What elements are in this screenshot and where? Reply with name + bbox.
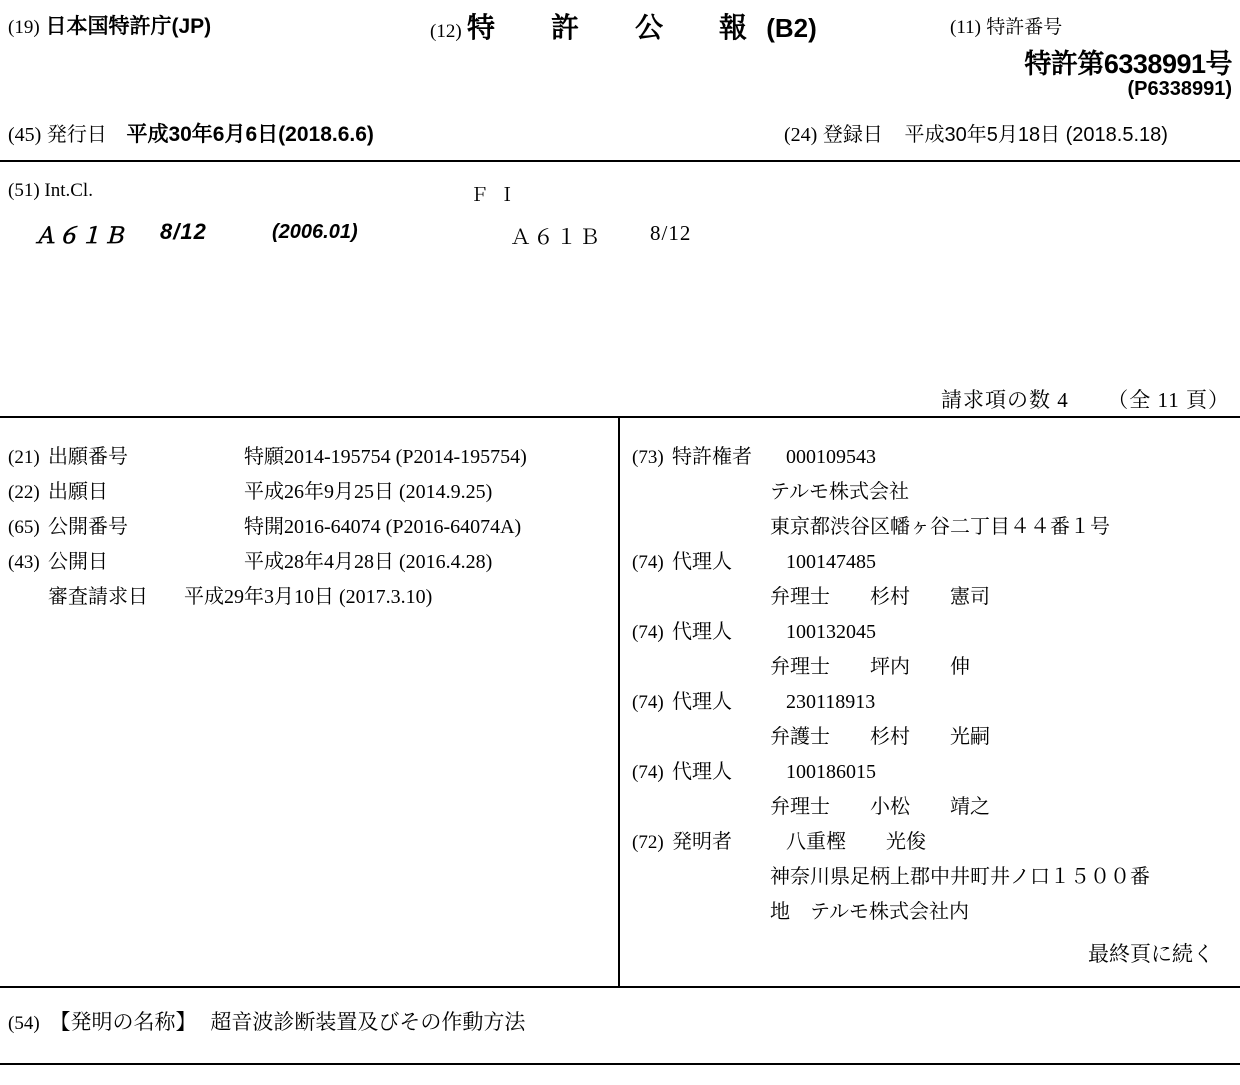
patent-number: 特許第6338991号 — [1024, 49, 1232, 79]
agent-name: 弁理士 坪内 伸 — [770, 656, 970, 678]
field-value: 平成29年3月10日 (2017.3.10) — [184, 586, 433, 608]
ipc-label-row — [8, 180, 93, 202]
field-code: (73) — [632, 447, 664, 468]
fi-main-class: Ａ６１Ｂ — [510, 225, 602, 249]
bibliographic-left-column — [8, 440, 608, 615]
title-label: 【発明の名称】 — [49, 1011, 197, 1034]
bib-row — [8, 475, 608, 504]
bib-row — [8, 545, 608, 574]
field-code: (74) — [632, 552, 664, 573]
inventor-address-line-1: 神奈川県足柄上郡中井町井ノ口１５００番 — [770, 866, 1150, 888]
bib-subline — [632, 475, 1232, 504]
page-count: （全 11 頁） — [1107, 388, 1230, 412]
field-code: (74) — [632, 762, 664, 783]
bib-subline — [632, 720, 1232, 749]
issue-date-code: (45) — [8, 124, 42, 146]
title-value: 超音波診断装置及びその作動方法 — [210, 1011, 526, 1034]
continuation-note: 最終頁に続く — [1088, 943, 1214, 966]
divider-bibliographic-top — [0, 416, 1240, 418]
kind-suffix: (B2) — [766, 13, 817, 43]
kind-code: (12) — [430, 21, 462, 42]
bib-row — [8, 580, 608, 609]
patent-number-code: (11) — [950, 17, 981, 38]
invention-title-row — [8, 1006, 525, 1036]
field-label: 特許権者 — [672, 446, 752, 468]
bib-row — [8, 510, 608, 539]
office-code: (19) — [8, 17, 40, 38]
registration-date-code: (24) — [784, 124, 818, 146]
bib-row — [8, 440, 608, 469]
agent-name: 弁護士 杉村 光嗣 — [770, 726, 990, 748]
field-code: (21) — [8, 447, 40, 468]
field-code: (43) — [8, 552, 40, 573]
issue-date-row — [8, 118, 374, 148]
issue-date-value: 平成30年6月6日(2018.6.6) — [126, 123, 374, 146]
field-label: 公開日 — [48, 551, 108, 573]
divider-top — [0, 160, 1240, 162]
kind-name: 特 許 公 報 — [466, 12, 761, 43]
field-value: 平成26年9月25日 (2014.9.25) — [244, 481, 493, 503]
office-name: 日本国特許庁(JP) — [45, 15, 212, 38]
fi-label: Ｆ Ｉ — [470, 185, 519, 206]
bib-row — [632, 440, 1232, 469]
field-label: 審査請求日 — [48, 586, 148, 608]
ipc-main-class: Ａ６１Ｂ — [34, 223, 127, 248]
title-code: (54) — [8, 1013, 40, 1034]
bib-subline — [632, 860, 1232, 889]
issuing-office — [8, 10, 211, 40]
bib-row — [632, 755, 1232, 784]
field-label: 代理人 — [672, 761, 732, 783]
ipc-code: (51) — [8, 180, 40, 201]
patent-number-label: 特許番号 — [986, 17, 1063, 38]
field-label: 代理人 — [672, 551, 732, 573]
ipc-version: (2006.01) — [272, 221, 358, 243]
bib-subline — [632, 895, 1232, 924]
issue-date-label: 発行日 — [46, 124, 107, 146]
bib-subline — [632, 790, 1232, 819]
ipc-subgroup: 8/12 — [160, 219, 207, 244]
field-label: 発明者 — [672, 831, 732, 853]
field-value: 100132045 — [786, 621, 876, 643]
field-value: 特願2014-195754 (P2014-195754) — [244, 446, 527, 468]
bib-subline — [632, 580, 1232, 609]
fi-subgroup: 8/12 — [650, 221, 692, 245]
field-value: 000109543 — [786, 446, 876, 468]
claims-label: 請求項の数 — [941, 388, 1052, 412]
bibliographic-right-column — [632, 440, 1232, 930]
registration-date-value: 平成30年5月18日 (2018.5.18) — [904, 124, 1168, 146]
agent-name: 弁理士 小松 靖之 — [770, 796, 990, 818]
field-value: 特開2016-64074 (P2016-64074A) — [244, 516, 522, 538]
field-value: 平成28年4月28日 (2016.4.28) — [244, 551, 493, 573]
field-value: 100147485 — [786, 551, 876, 573]
inventor-address-line-2: 地 テルモ株式会社内 — [770, 901, 969, 923]
claims-count: 4 — [1057, 388, 1069, 412]
field-label: 出願番号 — [48, 446, 128, 468]
patent-number-alt: (P6338991) — [1127, 78, 1232, 100]
bib-subline — [632, 510, 1232, 539]
bib-row — [632, 825, 1232, 854]
agent-name: 弁理士 杉村 憲司 — [770, 586, 990, 608]
field-label: 代理人 — [672, 691, 732, 713]
field-code: (74) — [632, 692, 664, 713]
assignee-name: テルモ株式会社 — [770, 481, 909, 503]
ipc-label: Int.Cl. — [44, 180, 93, 201]
field-code: (65) — [8, 517, 40, 538]
field-value: 100186015 — [786, 761, 876, 783]
registration-date-row — [784, 118, 1168, 147]
field-code: (74) — [632, 622, 664, 643]
patent-number-label-row — [950, 12, 1062, 39]
field-label: 公開番号 — [48, 516, 128, 538]
divider-bottom — [0, 1063, 1240, 1065]
bib-row — [632, 685, 1232, 714]
bib-row — [632, 545, 1232, 574]
registration-date-label: 登録日 — [822, 124, 883, 146]
bib-row — [632, 615, 1232, 644]
bib-subline — [632, 650, 1232, 679]
field-label: 出願日 — [48, 481, 108, 503]
claims-summary — [941, 384, 1230, 414]
assignee-address: 東京都渋谷区幡ヶ谷二丁目４４番１号 — [770, 516, 1110, 538]
document-kind — [430, 6, 817, 46]
field-value: 230118913 — [786, 691, 876, 713]
field-label: 代理人 — [672, 621, 732, 643]
inventor-name: 八重樫 光俊 — [786, 831, 926, 853]
field-code: (22) — [8, 482, 40, 503]
field-code: (72) — [632, 832, 664, 853]
divider-bibliographic-bottom — [0, 986, 1240, 988]
column-divider — [618, 416, 620, 986]
